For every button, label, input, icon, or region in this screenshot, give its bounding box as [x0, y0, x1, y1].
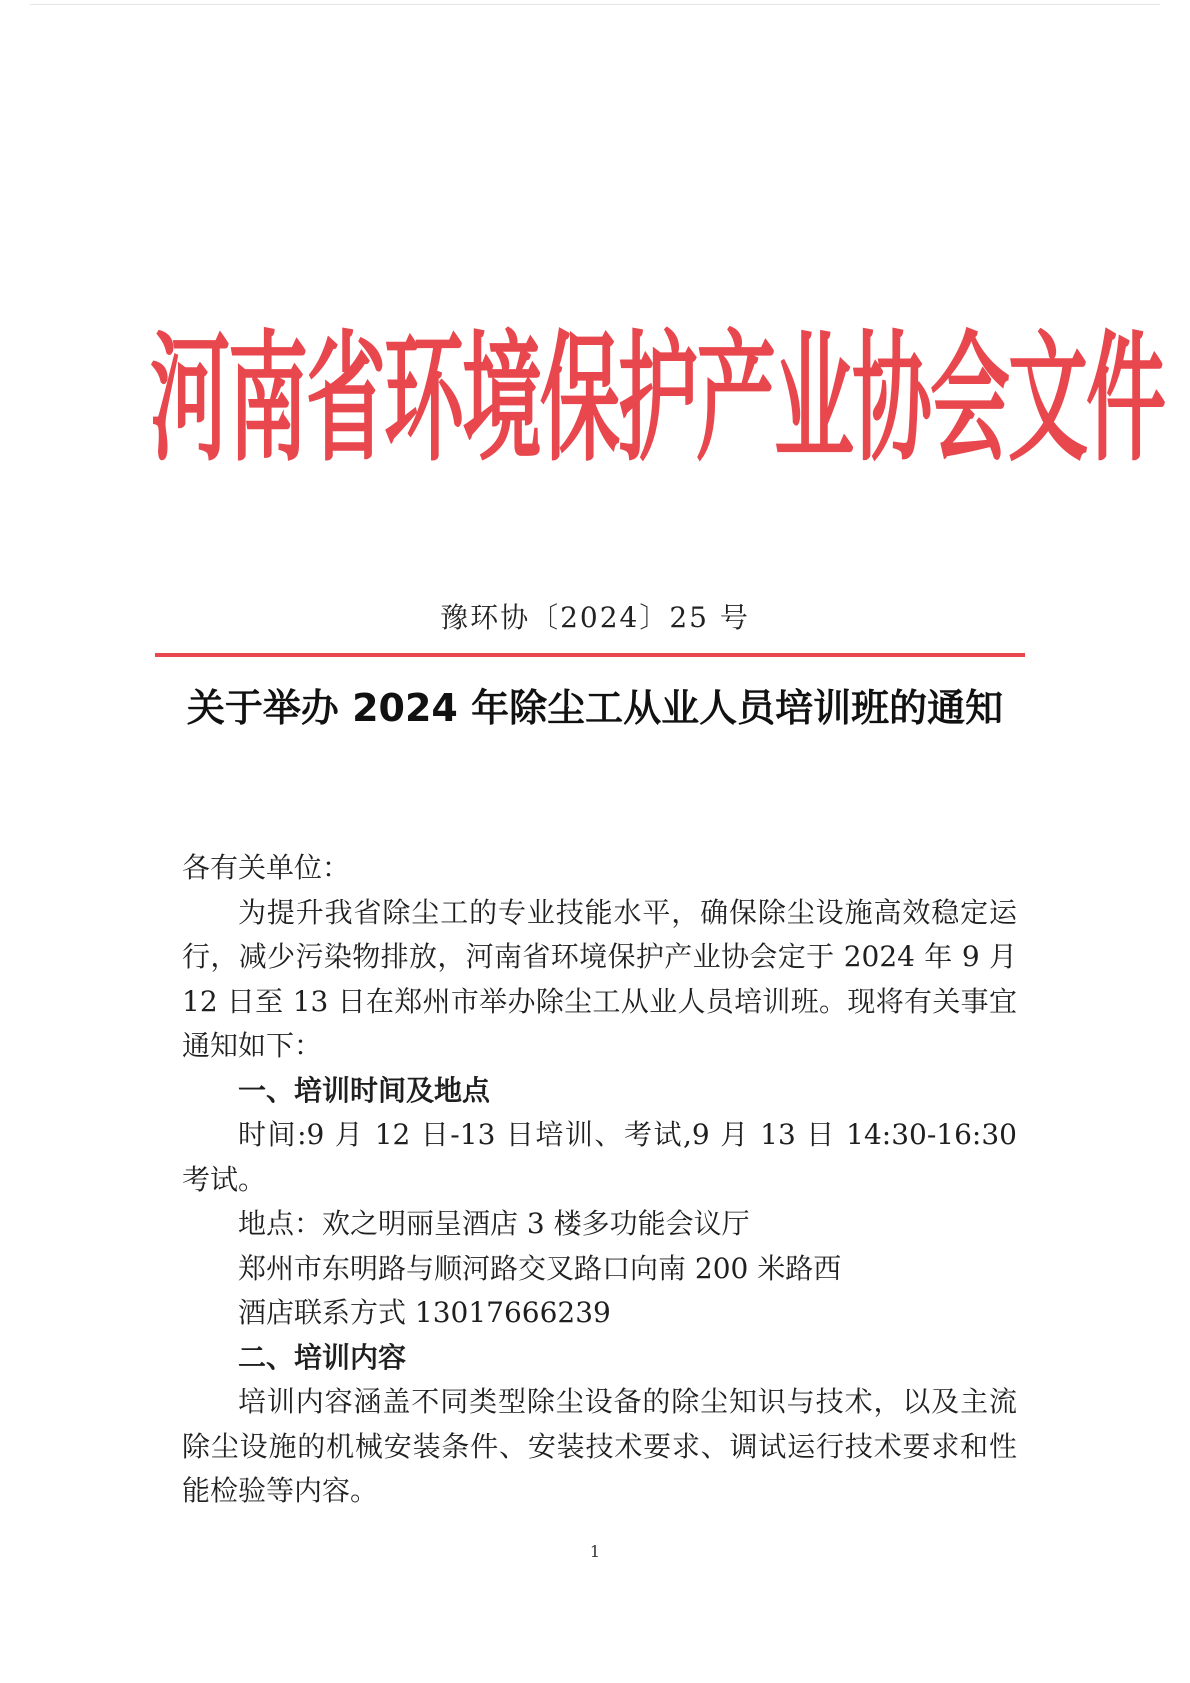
notice-body — [182, 846, 1017, 1514]
hotel-contact: 酒店联系方式 13017666239 — [238, 1296, 611, 1329]
section-heading-content: 二、培训内容 — [238, 1340, 407, 1374]
venue-address: 郑州市东明路与顺河路交叉路口向南 200 米路西 — [238, 1251, 842, 1285]
notice-title: 关于举办 2024 年除尘工从业人员培训班的通知 — [186, 686, 1004, 730]
training-venue: 地点：欢之明丽呈酒店 3 楼多功能会议厅 — [238, 1207, 750, 1240]
scan-edge-line — [30, 4, 1160, 5]
training-time: 时间:9 月 12 日-13 日培训、考试,9 月 13 日 14:30-16:30 考试。 — [182, 1118, 1017, 1196]
document-number: 豫环协〔2024〕25 号 — [440, 601, 750, 634]
intro-paragraph: 为提升我省除尘工的专业技能水平，确保除尘设施高效稳定运行，减少污染物排放，河南省环境保护产业协会定于 2024 年 9 月 12 日至 13 日在郑州市举办除尘工从业人员培训班。现将有关事宜通知如下： — [182, 895, 1017, 1062]
red-divider-line — [155, 653, 1025, 657]
masthead — [150, 317, 1164, 481]
masthead-title: 河南省环境保护产业协会文件 — [150, 317, 1164, 481]
training-content: 培训内容涵盖不同类型除尘设备的除尘知识与技术，以及主流除尘设施的机械安装条件、安装技术要求、调试运行技术要求和性能检验等内容。 — [182, 1385, 1017, 1507]
page-number: 1 — [589, 1542, 601, 1561]
salutation: 各有关单位： — [182, 851, 351, 884]
section-heading-time-location: 一、培训时间及地点 — [238, 1073, 491, 1107]
